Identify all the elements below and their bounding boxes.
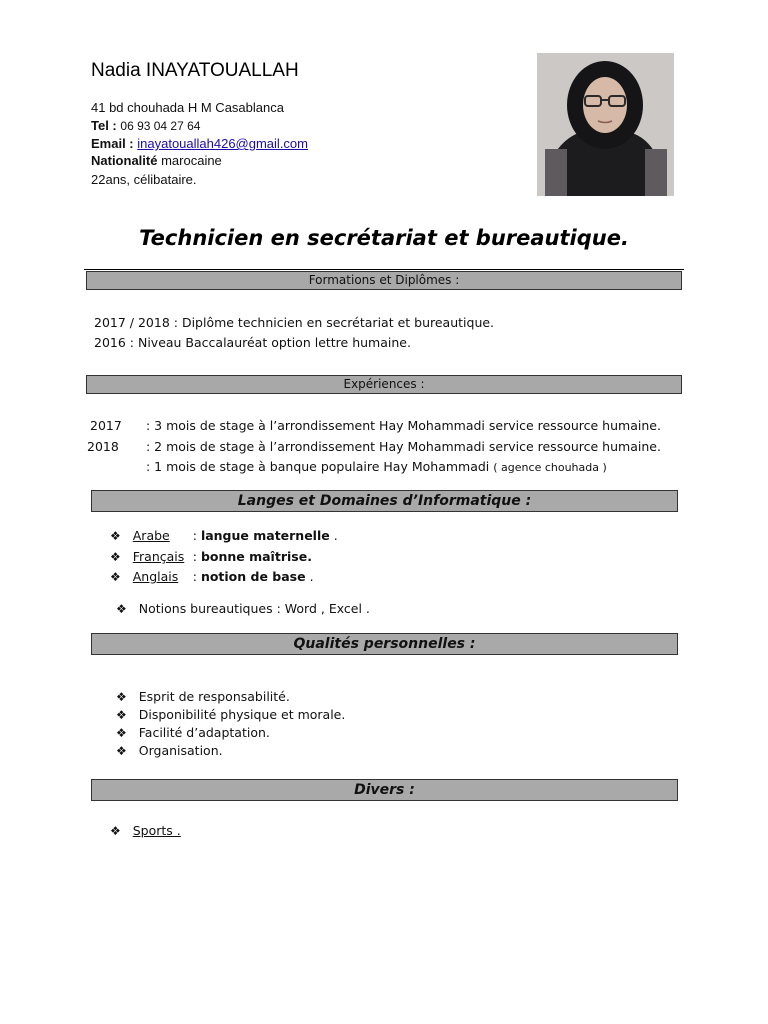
language-end: . — [329, 528, 338, 543]
candidate-name: Nadia INAYATOUALLAH — [91, 60, 299, 81]
nationality-label: Nationalité — [91, 153, 158, 168]
language-name: Français — [132, 549, 185, 564]
nationality-value: marocaine — [161, 153, 222, 168]
qualite-text: Esprit de responsabilité. — [138, 689, 290, 704]
bullet-icon: ❖ — [110, 824, 121, 838]
language-colon: : — [192, 528, 201, 543]
qualite-text: Facilité d’adaptation. — [138, 725, 270, 740]
phone-label: Tel : — [91, 118, 117, 133]
qualites-heading: Qualités personnelles : — [91, 633, 678, 655]
nationality-line — [91, 153, 222, 168]
qualite-item — [116, 689, 290, 704]
bullet-icon: ❖ — [116, 744, 127, 758]
language-name: Anglais — [132, 569, 179, 584]
email-link[interactable]: inayatouallah426@gmail.com — [137, 136, 308, 151]
bullet-icon: ❖ — [116, 602, 127, 616]
qualite-item — [116, 725, 270, 740]
language-colon: : — [192, 569, 201, 584]
language-item — [110, 549, 312, 564]
experience-note: ( agence chouhada ) — [493, 461, 607, 474]
formation-item: 2016 : Niveau Baccalauréat option lettre humaine. — [94, 335, 411, 350]
qualite-item — [116, 743, 223, 758]
language-colon: : — [192, 549, 201, 564]
language-item — [110, 528, 338, 543]
phone-value: 06 93 04 27 64 — [120, 119, 201, 133]
langues-heading: Langes et Domaines d’Informatique : — [91, 490, 678, 512]
experiences-heading: Expériences : — [86, 375, 682, 394]
experience-item: : 2 mois de stage à l’arrondissement Hay Mohammadi service ressource humaine. — [146, 439, 661, 454]
profile-photo — [537, 53, 674, 196]
divers-item — [110, 823, 181, 838]
bullet-icon: ❖ — [116, 708, 127, 722]
language-name: Arabe — [132, 528, 170, 543]
experience-item: : 3 mois de stage à l’arrondissement Hay Mohammadi service ressource humaine. — [146, 418, 661, 433]
language-level: notion de base — [200, 569, 306, 584]
cv-title: Technicien en secrétariat et bureautique. — [139, 226, 629, 250]
bureautique-item — [116, 601, 370, 616]
bullet-icon: ❖ — [116, 690, 127, 704]
experience-year: 2018 — [87, 439, 119, 454]
email-label: Email : — [91, 136, 134, 151]
bullet-icon: ❖ — [110, 570, 121, 584]
bullet-icon: ❖ — [110, 550, 121, 564]
language-level: bonne maîtrise. — [200, 549, 312, 564]
experience-item-3 — [146, 459, 607, 474]
email-line — [91, 136, 308, 151]
language-end: . — [305, 569, 314, 584]
language-item — [110, 569, 314, 584]
formation-item: 2017 / 2018 : Diplôme technicien en secrétariat et bureautique. — [94, 315, 495, 330]
formations-heading: Formations et Diplômes : — [86, 271, 682, 290]
divers-text: Sports . — [132, 823, 181, 838]
qualite-item — [116, 707, 345, 722]
qualite-text: Disponibilité physique et morale. — [138, 707, 346, 722]
experience-item: : 1 mois de stage à banque populaire Hay Mohammadi — [146, 459, 490, 474]
experience-year: 2017 — [90, 418, 122, 433]
language-level: langue maternelle — [200, 528, 330, 543]
phone-line — [91, 118, 200, 133]
portrait-image — [537, 53, 674, 196]
bullet-icon: ❖ — [110, 529, 121, 543]
title-divider — [84, 269, 684, 270]
divers-heading: Divers : — [91, 779, 678, 801]
qualite-text: Organisation. — [138, 743, 223, 758]
bullet-icon: ❖ — [116, 726, 127, 740]
age-status: 22ans, célibataire. — [91, 172, 197, 187]
address: 41 bd chouhada H M Casablanca — [91, 100, 284, 115]
bureautique-text: Notions bureautiques : Word , Excel . — [138, 601, 370, 616]
